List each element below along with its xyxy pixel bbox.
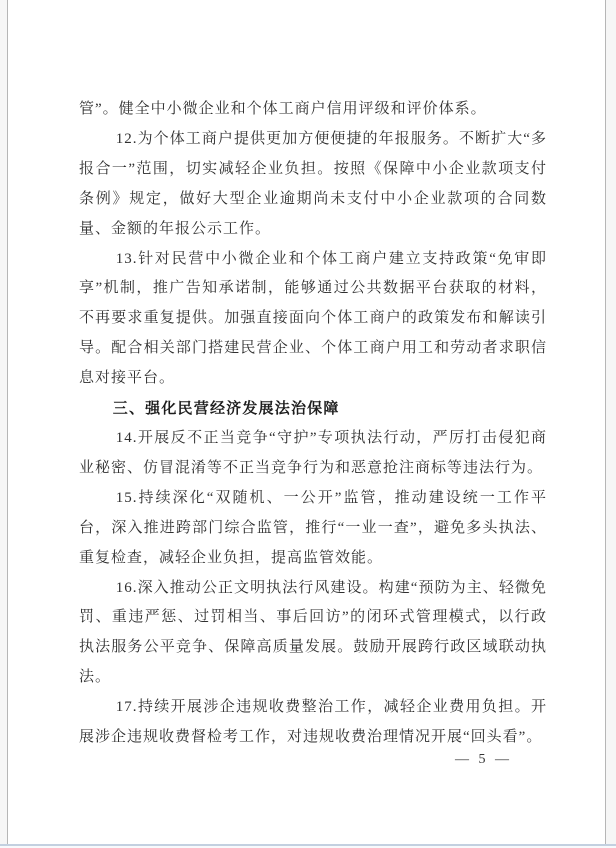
paragraph-item-13: 13.针对民营中小微企业和个体工商户建立支持政策“免审即享”机制，推广告知承诺制，能够通过公共数据平台获取的材料，不再要求重复提供。加强直接面向个体工商户的政策发布和解读引导。配合相关部门搭建民营企业、个体工商户用工和劳动者求职信息对接平台。 bbox=[79, 250, 547, 387]
section-heading-3: 三、强化民营经济发展法治保障 bbox=[112, 400, 340, 418]
document-page bbox=[7, 0, 606, 844]
paragraph-item-17: 17.持续开展涉企违规收费整治工作，减轻企业费用负担。开展涉企违规收费督检考工作，对违规收费治理情况开展“回头看”。 bbox=[79, 699, 547, 746]
page-number: — 5 — bbox=[455, 752, 512, 767]
paragraph-item-14: 14.开展反不正当竞争“守护”专项执法行动，严厉打击侵犯商业秘密、仿冒混淆等不正当竞争行为和恶意抢注商标等违法行为。 bbox=[79, 429, 547, 476]
page-text-block bbox=[79, 95, 547, 753]
paragraph-item-16: 16.深入推动公正文明执法行风建设。构建“预防为主、轻微免罚、重违严惩、过罚相当、事后回访”的闭环式管理模式，以行政执法服务公平竞争、保障高质量发展。鼓励开展跨行政区域联动执法。 bbox=[79, 579, 547, 686]
paragraph-item-15: 15.持续深化“双随机、一公开”监管，推动建设统一工作平台，深入推进跨部门综合监管，推行“一业一查”，避免多头执法、重复检查，减轻企业负担，提高监管效能。 bbox=[79, 489, 547, 566]
paragraph-continuation: 管”。健全中小微企业和个体工商户信用评级和评价体系。 bbox=[79, 101, 487, 117]
paragraph-item-12: 12.为个体工商户提供更加方便便捷的年报服务。不断扩大“多报合一”范围，切实减轻企业负担。按照《保障中小企业款项支付条例》规定，做好大型企业逾期尚未支付中小企业款项的合同数量、金额的年报公示工作。 bbox=[79, 130, 547, 237]
